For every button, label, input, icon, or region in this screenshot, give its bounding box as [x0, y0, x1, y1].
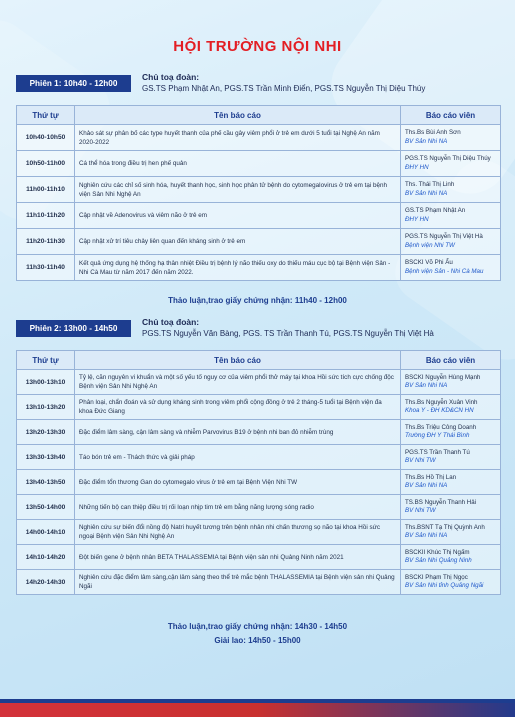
table-row [17, 370, 501, 395]
time-cell: 14h00-14h10 [17, 520, 75, 545]
speaker-organization: Trường ĐH Y Thái Bình [405, 432, 470, 439]
speaker-cell [401, 470, 501, 495]
speaker-organization: BV Sản Nhi NA [405, 532, 448, 539]
topic-cell: Phân loại, chẩn đoán và sử dụng kháng sinh trong viêm phổi cộng đồng ở trẻ 2 tháng-5 tuổi tại Bệnh viện đa khoa Đức Giang [75, 395, 401, 420]
speaker-organization: ĐHY HN [405, 215, 429, 223]
speaker-name: BSCKI Nguyễn Hùng Mạnh [405, 373, 481, 381]
topic-cell: Tỷ lệ, căn nguyên vi khuẩn và một số yếu tố nguy cơ của viêm phổi thở máy tại khoa Hồi sức tích cực chống độc Bệnh viện Sản Nhi Nghệ An [75, 370, 401, 395]
speaker-organization: Bệnh viện Sản - Nhi Cà Mau [405, 267, 484, 275]
time-cell: 13h00-13h10 [17, 370, 75, 395]
time-cell: 11h10-11h20 [17, 203, 75, 229]
topic-cell: Cập nhật về Adenovirus và viêm não ở trẻ em [75, 203, 401, 229]
col-speaker-header: Báo cáo viên [401, 106, 501, 125]
speaker-name: BSCKI Phạm Thị Ngọc [405, 573, 468, 581]
speaker-organization: BV Nhi TW [405, 507, 436, 514]
speaker-cell [401, 420, 501, 445]
col-topic-header: Tên báo cáo [75, 106, 401, 125]
topic-cell: Đặc điểm tổn thương Gan do cytomegalo virus ở trẻ em tại Bệnh Viện Nhi TW [75, 470, 401, 495]
speaker-organization: BV Sản Nhi NA [405, 137, 448, 145]
speaker-name: Ths.Bs Hồ Thị Lan [405, 473, 457, 481]
speaker-organization: ĐHY HN [405, 163, 429, 171]
speaker-cell [401, 545, 501, 570]
table-header-row [17, 351, 501, 370]
time-cell: 13h20-13h30 [17, 420, 75, 445]
topic-cell: Táo bón trẻ em - Thách thức và giải pháp [75, 445, 401, 470]
topic-cell: Cập nhật xử trí tiêu chảy liên quan đến kháng sinh ở trẻ em [75, 229, 401, 255]
time-cell: 14h20-14h30 [17, 570, 75, 595]
speaker-cell [401, 125, 501, 151]
footer-band [0, 699, 515, 717]
speaker-organization: BV Sản Nhi NA [405, 189, 448, 197]
speaker-name: BSCKI Võ Phi Ẩu [405, 259, 453, 266]
session-2-table [16, 350, 501, 595]
speaker-cell [401, 370, 501, 395]
topic-cell: Khảo sát sự phân bố các type huyết thanh của phế cầu gây viêm phổi ở trẻ em dưới 5 tuổi tại Nghệ An năm 2020-2022 [75, 125, 401, 151]
session-1-badge: Phiên 1: 10h40 - 12h00 [16, 75, 131, 92]
speaker-cell [401, 570, 501, 595]
table-row [17, 151, 501, 177]
table-row [17, 495, 501, 520]
topic-cell: Kết quả ứng dụng hệ thống hạ thân nhiệt Điều trị bệnh lý não thiếu oxy do thiếu máu cục bộ tại Bệnh viện Sản - Nhi Cà Mau từ năm 2017 đến năm 2022. [75, 255, 401, 281]
table-row [17, 395, 501, 420]
session-1-table [16, 105, 501, 281]
time-cell: 13h40-13h50 [17, 470, 75, 495]
break-note: Giải lao: 14h50 - 15h00 [214, 636, 301, 645]
topic-cell: Cá thể hóa trong điều trị hen phế quản [75, 151, 401, 177]
speaker-name: PGS.TS Nguyễn Thị Việt Hà [405, 233, 483, 240]
speaker-name: PGS.TS Nguyễn Thị Diệu Thúy [405, 155, 491, 162]
topic-cell: Những tiến bộ can thiệp điều trị rối loạn nhịp tim trẻ em bằng năng lượng sóng radio [75, 495, 401, 520]
speaker-cell [401, 495, 501, 520]
speaker-organization: BV Sản Nhi Quảng Ninh [405, 557, 472, 564]
time-cell: 10h50-11h00 [17, 151, 75, 177]
table-row [17, 177, 501, 203]
table-row [17, 470, 501, 495]
speaker-name: BSCKII Khúc Thị Ngấm [405, 548, 470, 556]
col-speaker-header: Báo cáo viên [401, 351, 501, 370]
col-order-header: Thứ tự [17, 351, 75, 370]
speaker-name: PGS.TS Trần Thanh Tú [405, 448, 470, 456]
speaker-cell [401, 229, 501, 255]
table-row [17, 203, 501, 229]
session-1-chairs: GS.TS Phạm Nhật An, PGS.TS Trần Minh Điển, PGS.TS Nguyễn Thị Diệu Thúy [142, 84, 426, 93]
speaker-organization: BV Nhi TW [405, 457, 436, 464]
speaker-organization: Khoa Y - ĐH KD&CN HN [405, 407, 474, 414]
table-row [17, 445, 501, 470]
time-cell: 11h20-11h30 [17, 229, 75, 255]
speaker-organization: BV Sản Nhi NA [405, 482, 448, 489]
session-1-chair-title: Chủ toạ đoàn: [142, 72, 200, 82]
time-cell: 13h50-14h00 [17, 495, 75, 520]
table-row [17, 125, 501, 151]
table-row [17, 229, 501, 255]
speaker-name: TS.BS Nguyễn Thanh Hải [405, 498, 477, 506]
speaker-cell [401, 255, 501, 281]
session-2-rows [17, 370, 501, 595]
speaker-name: Ths.Bs Triệu Công Doanh [405, 423, 477, 431]
col-topic-header: Tên báo cáo [75, 351, 401, 370]
table-row [17, 545, 501, 570]
table-row [17, 420, 501, 445]
speaker-name: Ths.Bs Nguyễn Xuân Vinh [405, 398, 478, 406]
speaker-cell [401, 151, 501, 177]
topic-cell: Đặc điểm lâm sàng, cận lâm sàng và nhiễm Parvovirus B19 ở bệnh nhi ban đỏ nhiễm trùng [75, 420, 401, 445]
session-2-chair-title: Chủ toạ đoàn: [142, 317, 200, 327]
time-cell: 10h40-10h50 [17, 125, 75, 151]
session-2-badge: Phiên 2: 13h00 - 14h50 [16, 320, 131, 337]
speaker-name: Ths.BSNT Tạ Thị Quỳnh Anh [405, 523, 485, 531]
table-row [17, 570, 501, 595]
speaker-cell [401, 177, 501, 203]
speaker-cell [401, 445, 501, 470]
speaker-name: Ths. Thái Thị Linh [405, 181, 455, 188]
speaker-cell [401, 395, 501, 420]
topic-cell: Đột biến gene ở bệnh nhân BETA THALASSEMIA tại Bệnh viện sản nhi Quảng Ninh năm 2021 [75, 545, 401, 570]
table-row [17, 520, 501, 545]
topic-cell: Nghiên cứu đặc điểm lâm sàng,cận lâm sàng theo thể trẻ mắc bệnh THALASSEMIA tại Bệnh viện sản nhi Quảng Ngãi [75, 570, 401, 595]
speaker-cell [401, 203, 501, 229]
session-2-discussion-note: Thảo luận,trao giấy chứng nhận: 14h30 - 14h50 [167, 622, 348, 631]
session-1-discussion-note: Thảo luận,trao giấy chứng nhận: 11h40 - 12h00 [168, 296, 347, 305]
time-cell: 13h10-13h20 [17, 395, 75, 420]
time-cell: 13h30-13h40 [17, 445, 75, 470]
session-1-rows [17, 125, 501, 281]
speaker-name: GS.TS Phạm Nhật An [405, 207, 466, 214]
time-cell: 11h00-11h10 [17, 177, 75, 203]
time-cell: 11h30-11h40 [17, 255, 75, 281]
speaker-organization: BV Sản Nhi NA [405, 382, 448, 389]
footer-band-stripe [0, 699, 515, 703]
col-order-header: Thứ tự [17, 106, 75, 125]
topic-cell: Nghiên cứu các chỉ số sinh hóa, huyết thanh học, sinh học phân tử bệnh do cytomegalovirus ở trẻ em tại bệnh viện Sản Nhi Nghệ An [75, 177, 401, 203]
session-2-chairs: PGS.TS Nguyễn Văn Bàng, PGS. TS Trần Thanh Tú, PGS.TS Nguyễn Thị Việt Hà [142, 329, 434, 338]
table-row [17, 255, 501, 281]
page-title: HỘI TRƯỜNG NỘI NHI [173, 38, 342, 55]
speaker-organization: Bệnh viện Nhi TW [405, 241, 455, 249]
speaker-organization: BV Sản Nhi tỉnh Quảng Ngãi [405, 582, 484, 589]
speaker-name: Ths.Bs Bùi Anh Sơn [405, 129, 461, 136]
table-header-row [17, 106, 501, 125]
time-cell: 14h10-14h20 [17, 545, 75, 570]
topic-cell: Nghiên cứu sự biến đổi nồng độ Natri huyết tương trên bệnh nhân nhi chấn thương sọ não tại khoa Hồi sức ngoại Bệnh viện Sản Nhi Nghệ An [75, 520, 401, 545]
speaker-cell [401, 520, 501, 545]
